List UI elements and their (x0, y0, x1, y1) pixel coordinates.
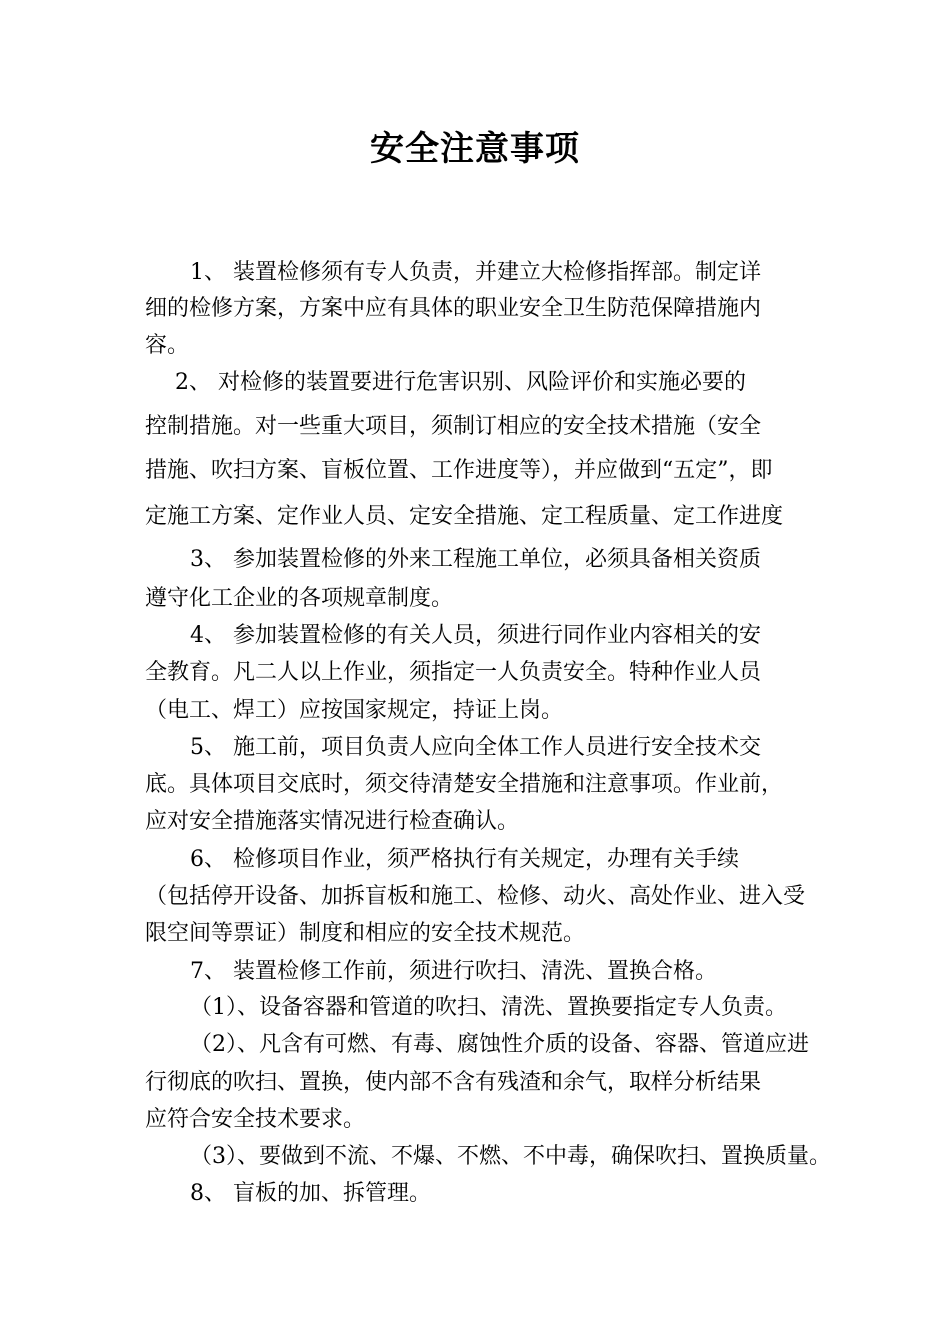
paragraph-line: 限空间等票证）制度和相应的安全技术规范。 (145, 921, 586, 946)
paragraph-line: 遵守化工企业的各项规章制度。 (145, 586, 454, 611)
paragraph-line: 底。具体项目交底时，须交待清楚安全措施和注意事项。作业前， (145, 772, 784, 797)
document-title: 安全注意事项 (370, 129, 580, 169)
paragraph-line: 应符合安全技术要求。 (145, 1107, 366, 1132)
paragraph-line: （1）、设备容器和管道的吹扫、清洗、置换要指定专人负责。 (190, 995, 787, 1020)
paragraph-line: 7、 装置检修工作前，须进行吹扫、清洗、置换合格。 (190, 959, 717, 984)
paragraph-line: 容。 (145, 333, 190, 358)
paragraph-line: 1、 装置检修须有专人负责，并建立大检修指挥部。制定详 (190, 260, 761, 285)
paragraph-line: 控制措施。对一些重大项目，须制订相应的安全技术措施（安全 (145, 414, 762, 439)
paragraph-line: 3、 参加装置检修的外来工程施工单位，必须具备相关资质 (190, 547, 761, 572)
paragraph-line: 8、 盲板的加、拆管理。 (190, 1181, 431, 1206)
paragraph-line: 定施工方案、定作业人员、定安全措施、定工程质量、定工作进度 (145, 504, 784, 529)
paragraph-line: 应对安全措施落实情况进行检查确认。 (145, 809, 520, 834)
paragraph-line: 行彻底的吹扫、置换，使内部不含有残渣和余气，取样分析结果 (145, 1070, 762, 1095)
paragraph-line: 6、 检修项目作业，须严格执行有关规定，办理有关手续 (190, 847, 739, 872)
paragraph-line: （2）、凡含有可燃、有毒、腐蚀性介质的设备、容器、管道应进 (190, 1032, 809, 1057)
paragraph-line: 细的检修方案，方案中应有具体的职业安全卫生防范保障措施内 (145, 296, 762, 321)
paragraph-line: 全教育。凡二人以上作业，须指定一人负责安全。特种作业人员 (145, 660, 762, 685)
paragraph-line: （3）、要做到不流、不爆、不燃、不中毒，确保吹扫、置换质量。 (190, 1144, 831, 1169)
paragraph-line: （包括停开设备、加拆盲板和施工、检修、动火、高处作业、进入受 (145, 884, 806, 909)
paragraph-line: 4、 参加装置检修的有关人员，须进行同作业内容相关的安 (190, 623, 761, 648)
paragraph-line: （电工、焊工）应按国家规定，持证上岗。 (145, 698, 564, 723)
paragraph-line: 5、 施工前，项目负责人应向全体工作人员进行安全技术交 (190, 735, 761, 760)
paragraph-line: 措施、吹扫方案、盲板位置、工作进度等），并应做到“五定”，即 (145, 458, 773, 483)
paragraph-line: 2、 对检修的装置要进行危害识别、风险评价和实施必要的 (175, 370, 746, 395)
